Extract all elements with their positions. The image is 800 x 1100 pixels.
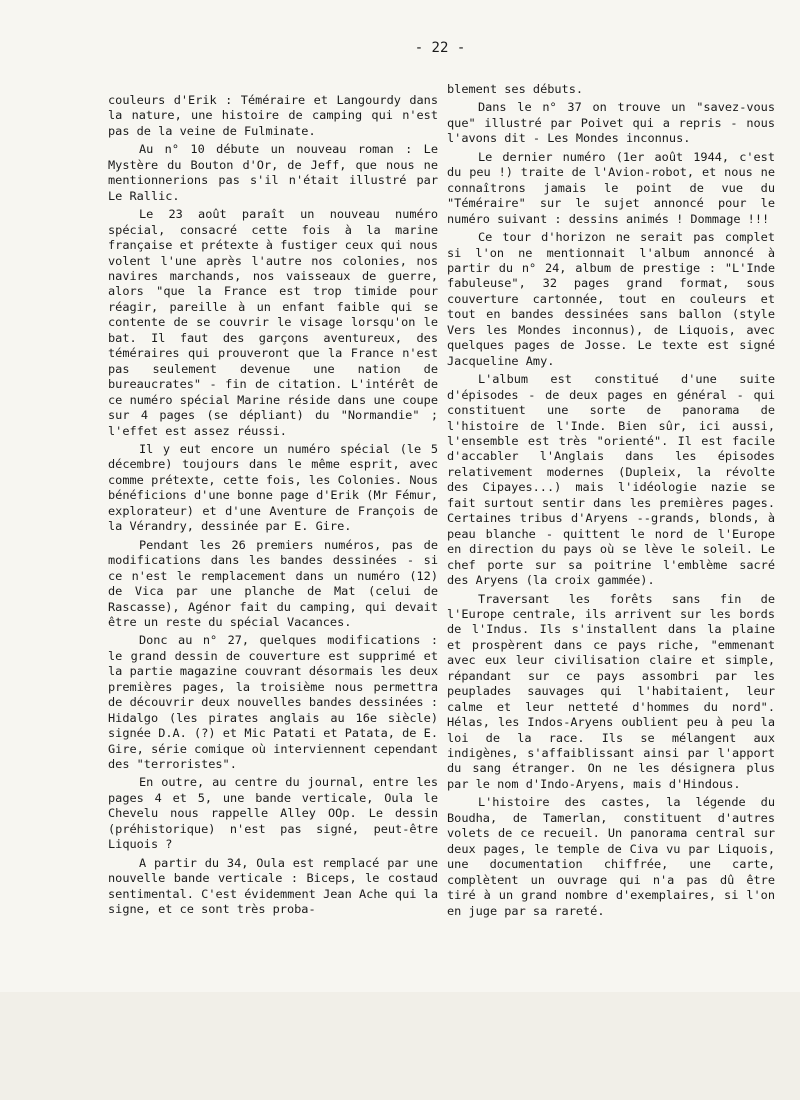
paragraph: couleurs d'Erik : Téméraire et Langourdy dans la nature, une histoire de camping qui n'est pas de la veine de Fulminate. <box>108 93 438 138</box>
paragraph: blement ses débuts. <box>447 82 584 96</box>
page-bottom-margin <box>0 992 800 1100</box>
paragraph: Ce tour d'horizon ne serait pas complet si l'on ne mentionnait l'album annoncé à partir du n° 24, album de prestige : "L'Inde fabuleuse", 32 pages grand format, sous couverture cartonnée, tout en couleurs et tout en bandes dessinées sans ballon (style Vers les Mondes inconnus), de Liquois, avec quelques pages de Josse. Le texte est signé Jacqueline Amy. <box>447 230 775 368</box>
page-number: - 22 - <box>414 40 466 56</box>
paragraph: L'histoire des castes, la légende du Boudha, de Tamerlan, constituent d'autres volets de ce recueil. Un panorama central sur deux pages, le temple de Civa vu par Liquois, une documentation chiffrée, une carte, complètent un ouvrage qui n'a pas dû être tiré à un grand nombre d'exemplaires, si l'on en juge par sa rareté. <box>447 795 775 918</box>
paragraph: A partir du 34, Oula est remplacé par une nouvelle bande verticale : Biceps, le costaud sentimental. C'est évidemment Jean Ache qui la signe, et ce sont très proba- <box>108 855 438 917</box>
paragraph: Le 23 août paraît un nouveau numéro spécial, consacré cette fois à la marine française et prétexte à fustiger ceux qui nous volent l'une après l'autre nos colonies, nos navires marchands, nos vaisseaux de guerre, alors "que la France est trop timide pour réagir, pareille à un enfant faible qui se contente de se couvrir le visage lorsqu'on le bat. Il faut des garçons aventureux, des téméraires qui prouveront que la France n'est pas seulement devenue une nation de bureaucrates" - fin de citation. L'intérêt de ce numéro spécial Marine réside dans une coupe sur 4 pages (se dépliant) du "Normandie" ; l'effet est assez réussi. <box>108 207 438 438</box>
paragraph: Il y eut encore un numéro spécial (le 5 décembre) toujours dans le même esprit, avec comme prétexte, cette fois, les Colonies. Nous bénéficions d'une bonne page d'Erik (Mr Fémur, explorateur) et d'une Aventure de François de la Vérandry, dessinée par E. Gire. <box>108 441 438 534</box>
left-column <box>108 93 438 918</box>
paragraph: En outre, au centre du journal, entre les pages 4 et 5, une bande verticale, Oula le Chevelu nous rappelle Alley OOp. Le dessin (préhistorique) n'est pas signé, peut-être Liquois ? <box>108 775 438 852</box>
paragraph: Traversant les forêts sans fin de l'Europe centrale, ils arrivent sur les bords de l'Indus. Ils s'installent dans la plaine et prospèrent dans ce pays riche, "emmenant avec eux leur civilisation claire et simple, répandant sur ce pays assombri par les peuplades sauvages qui l'habitaient, leur calme et leur netteté d'hommes du nord". Hélas, les Indos-Aryens oublient peu à peu la loi de la race. Ils se mélangent aux indigènes, s'affaiblissant ainsi par l'apport du sang étranger. On ne les désignera plus par le nom d'Indo-Aryens, mais d'Hindous. <box>447 591 775 791</box>
right-column <box>447 82 775 919</box>
paragraph: Dans le n° 37 on trouve un "savez-vous que" illustré par Poivet qui a repris - nous l'avons dit - Les Mondes inconnus. <box>447 100 775 146</box>
paragraph: Donc au n° 27, quelques modifications : le grand dessin de couverture est supprimé et la partie magazine couvrant désormais les deux premières pages, la troisième nous permettra de découvrir deux nouvelles bandes dessinées : Hidalgo (les pirates anglais au 16e siècle) signée D.A. (?) et Mic Patati et Patata, de E. Gire, série comique où interviennent cependant des "terroristes". <box>108 633 438 772</box>
paragraph: L'album est constitué d'une suite d'épisodes - de deux pages en général - qui constituent une sorte de panorama de l'histoire de l'Inde. Bien sûr, ici aussi, l'ensemble est très "orienté". Il est facile d'accabler l'Anglais dans les épisodes relativement modernes (Dupleix, la révolte des Cipayes...) mais l'idéologie nazie se fait surtout sentir dans les premières pages. Certaines tribus d'Aryens --grands, blonds, à peau blanche - quittent le nord de l'Europe en direction du pays où se lève le soleil. Le chef porte sur sa poitrine l'emblème sacré des Aryens (la croix gammée). <box>447 372 775 588</box>
paragraph: Au n° 10 débute un nouveau roman : Le Mystère du Bouton d'Or, de Jeff, que nous ne mentionnerions pas s'il n'était illustré par Le Rallic. <box>108 142 438 203</box>
paragraph: Le dernier numéro (1er août 1944, c'est du peu !) traite de l'Avion-robot, et nous ne connaîtrons jamais le point de vue du "Téméraire" sur le sujet annoncé pour le numéro suivant : dessins animés ! Dommage !!! <box>447 149 775 226</box>
paragraph: Pendant les 26 premiers numéros, pas de modifications dans les bandes dessinées - si ce n'est le remplacement dans un numéro (12) de Vica par une planche de Mat (celui de Rascasse), Agénor fait du camping, qui devait être un reste du spécial Vacances. <box>108 537 438 629</box>
